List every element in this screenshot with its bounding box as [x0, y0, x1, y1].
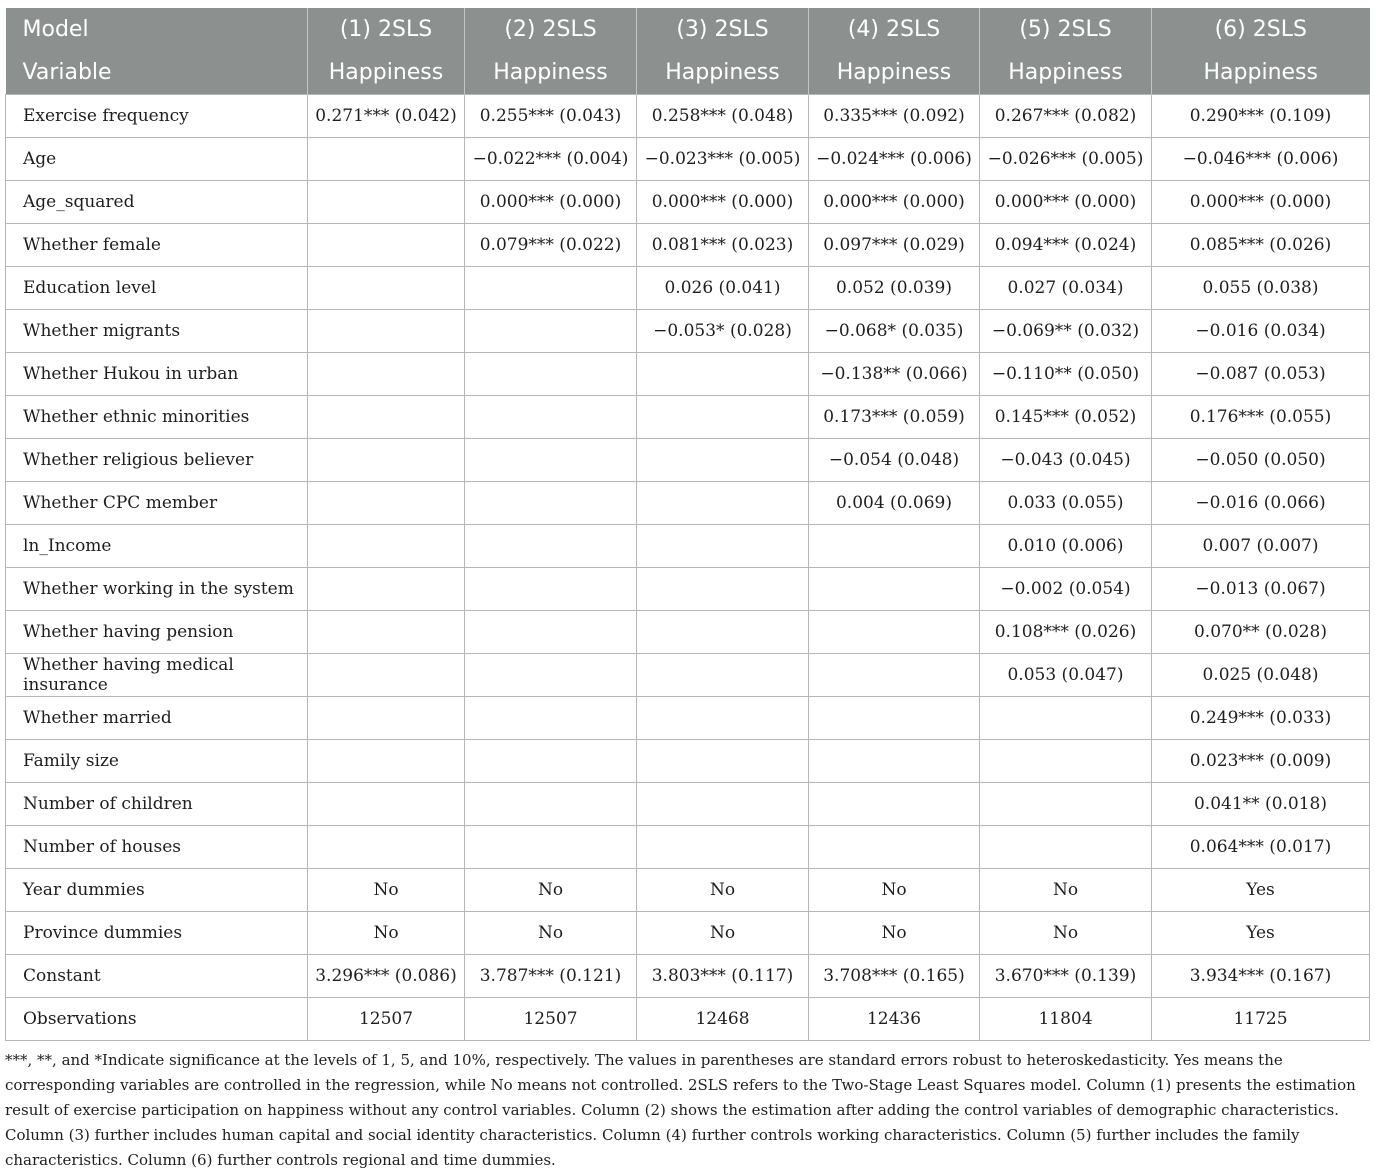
estimate-cell — [465, 697, 637, 740]
estimate-cell: No — [980, 869, 1152, 912]
estimate-cell: 0.085*** (0.026) — [1152, 224, 1370, 267]
estimate-cell: 3.296*** (0.086) — [308, 955, 465, 998]
estimate-cell — [809, 740, 980, 783]
estimate-cell: No — [465, 912, 637, 955]
estimate-cell — [465, 310, 637, 353]
variable-name-cell: Whether married — [6, 697, 308, 740]
estimate-cell — [465, 396, 637, 439]
estimate-cell: −0.022*** (0.004) — [465, 138, 637, 181]
variable-name-cell: Age — [6, 138, 308, 181]
header-cell: Happiness — [637, 51, 809, 95]
regression-table-container — [5, 8, 1369, 1041]
estimate-cell — [308, 611, 465, 654]
estimate-cell — [465, 611, 637, 654]
estimate-cell: Yes — [1152, 869, 1370, 912]
variable-name-cell: Observations — [6, 998, 308, 1041]
variable-name-cell: Number of children — [6, 783, 308, 826]
estimate-cell: No — [980, 912, 1152, 955]
estimate-cell — [637, 783, 809, 826]
estimate-cell — [308, 310, 465, 353]
header-cell: Happiness — [308, 51, 465, 95]
estimate-cell — [308, 697, 465, 740]
table-row — [6, 353, 1370, 396]
estimate-cell: −0.002 (0.054) — [980, 568, 1152, 611]
estimate-cell — [637, 740, 809, 783]
header-cell: Happiness — [465, 51, 637, 95]
estimate-cell — [308, 439, 465, 482]
estimate-cell — [809, 826, 980, 869]
estimate-cell: 0.026 (0.041) — [637, 267, 809, 310]
estimate-cell — [809, 611, 980, 654]
variable-name-cell: Province dummies — [6, 912, 308, 955]
estimate-cell: 0.081*** (0.023) — [637, 224, 809, 267]
table-row — [6, 611, 1370, 654]
variable-name-cell: ln_Income — [6, 525, 308, 568]
estimate-cell — [308, 224, 465, 267]
estimate-cell: 0.271*** (0.042) — [308, 95, 465, 138]
estimate-cell — [980, 826, 1152, 869]
table-body — [6, 95, 1370, 1041]
estimate-cell: No — [465, 869, 637, 912]
estimate-cell: 0.052 (0.039) — [809, 267, 980, 310]
table-header — [6, 8, 1370, 95]
estimate-cell: No — [809, 869, 980, 912]
table-row — [6, 783, 1370, 826]
estimate-cell — [308, 396, 465, 439]
estimate-cell: No — [308, 912, 465, 955]
estimate-cell — [308, 826, 465, 869]
header-cell: Happiness — [809, 51, 980, 95]
table-row — [6, 912, 1370, 955]
table-row — [6, 482, 1370, 525]
estimate-cell: No — [637, 912, 809, 955]
variable-name-cell: Age_squared — [6, 181, 308, 224]
table-row — [6, 224, 1370, 267]
variable-name-cell: Whether CPC member — [6, 482, 308, 525]
variable-name-cell: Whether working in the system — [6, 568, 308, 611]
header-cell: Happiness — [980, 51, 1152, 95]
header-row-model — [6, 8, 1370, 51]
estimate-cell: 12468 — [637, 998, 809, 1041]
estimate-cell: No — [637, 869, 809, 912]
variable-name-cell: Whether Hukou in urban — [6, 353, 308, 396]
estimate-cell: 0.249*** (0.033) — [1152, 697, 1370, 740]
estimate-cell — [465, 740, 637, 783]
variable-name-cell: Exercise frequency — [6, 95, 308, 138]
estimate-cell — [980, 697, 1152, 740]
header-cell: (4) 2SLS — [809, 8, 980, 51]
variable-name-cell: Whether ethnic minorities — [6, 396, 308, 439]
estimate-cell — [637, 826, 809, 869]
variable-name-cell: Education level — [6, 267, 308, 310]
estimate-cell — [465, 525, 637, 568]
table-row — [6, 396, 1370, 439]
estimate-cell — [308, 138, 465, 181]
estimate-cell — [637, 697, 809, 740]
table-row — [6, 740, 1370, 783]
estimate-cell: −0.069** (0.032) — [980, 310, 1152, 353]
estimate-cell: −0.068* (0.035) — [809, 310, 980, 353]
table-row — [6, 869, 1370, 912]
estimate-cell: 0.053 (0.047) — [980, 654, 1152, 697]
estimate-cell — [308, 740, 465, 783]
estimate-cell — [465, 654, 637, 697]
table-row — [6, 267, 1370, 310]
estimate-cell: 0.025 (0.048) — [1152, 654, 1370, 697]
header-cell: (1) 2SLS — [308, 8, 465, 51]
estimate-cell — [308, 783, 465, 826]
table-row — [6, 138, 1370, 181]
estimate-cell: 11725 — [1152, 998, 1370, 1041]
estimate-cell — [308, 353, 465, 396]
variable-name-cell: Whether female — [6, 224, 308, 267]
estimate-cell — [637, 654, 809, 697]
estimate-cell — [465, 783, 637, 826]
estimate-cell — [465, 568, 637, 611]
variable-name-cell: Number of houses — [6, 826, 308, 869]
estimate-cell: 12507 — [465, 998, 637, 1041]
estimate-cell: 0.255*** (0.043) — [465, 95, 637, 138]
header-cell: (5) 2SLS — [980, 8, 1152, 51]
estimate-cell: 0.176*** (0.055) — [1152, 396, 1370, 439]
estimate-cell: −0.050 (0.050) — [1152, 439, 1370, 482]
estimate-cell: −0.053* (0.028) — [637, 310, 809, 353]
estimate-cell — [465, 826, 637, 869]
estimate-cell: 0.064*** (0.017) — [1152, 826, 1370, 869]
estimate-cell: 0.000*** (0.000) — [980, 181, 1152, 224]
header-cell: (2) 2SLS — [465, 8, 637, 51]
estimate-cell: 0.070** (0.028) — [1152, 611, 1370, 654]
estimate-cell: −0.023*** (0.005) — [637, 138, 809, 181]
estimate-cell — [809, 697, 980, 740]
estimate-cell — [308, 525, 465, 568]
estimate-cell: 3.803*** (0.117) — [637, 955, 809, 998]
estimate-cell — [308, 267, 465, 310]
estimate-cell — [637, 525, 809, 568]
estimate-cell: 0.000*** (0.000) — [1152, 181, 1370, 224]
estimate-cell: 0.010 (0.006) — [980, 525, 1152, 568]
estimate-cell: Yes — [1152, 912, 1370, 955]
estimate-cell: 0.000*** (0.000) — [809, 181, 980, 224]
estimate-cell: 0.041** (0.018) — [1152, 783, 1370, 826]
regression-table — [5, 8, 1370, 1041]
estimate-cell: −0.087 (0.053) — [1152, 353, 1370, 396]
estimate-cell — [465, 267, 637, 310]
estimate-cell: No — [308, 869, 465, 912]
header-cell: Model — [6, 8, 308, 51]
estimate-cell — [637, 568, 809, 611]
estimate-cell: No — [809, 912, 980, 955]
estimate-cell: −0.026*** (0.005) — [980, 138, 1152, 181]
variable-name-cell: Whether migrants — [6, 310, 308, 353]
estimate-cell — [637, 396, 809, 439]
estimate-cell — [637, 611, 809, 654]
estimate-cell: 0.007 (0.007) — [1152, 525, 1370, 568]
estimate-cell — [637, 353, 809, 396]
table-row — [6, 95, 1370, 138]
header-cell: Variable — [6, 51, 308, 95]
table-row — [6, 654, 1370, 697]
estimate-cell: −0.024*** (0.006) — [809, 138, 980, 181]
estimate-cell — [637, 482, 809, 525]
estimate-cell: 0.055 (0.038) — [1152, 267, 1370, 310]
table-row — [6, 525, 1370, 568]
table-row — [6, 826, 1370, 869]
estimate-cell — [308, 181, 465, 224]
header-row-variable — [6, 51, 1370, 95]
estimate-cell: 0.079*** (0.022) — [465, 224, 637, 267]
estimate-cell: 12507 — [308, 998, 465, 1041]
estimate-cell: 0.094*** (0.024) — [980, 224, 1152, 267]
table-row — [6, 955, 1370, 998]
estimate-cell — [809, 568, 980, 611]
estimate-cell: 0.290*** (0.109) — [1152, 95, 1370, 138]
table-row — [6, 181, 1370, 224]
estimate-cell — [465, 482, 637, 525]
estimate-cell — [809, 525, 980, 568]
estimate-cell: 0.000*** (0.000) — [465, 181, 637, 224]
estimate-cell: −0.013 (0.067) — [1152, 568, 1370, 611]
estimate-cell — [308, 482, 465, 525]
variable-name-cell: Family size — [6, 740, 308, 783]
estimate-cell: 0.004 (0.069) — [809, 482, 980, 525]
estimate-cell — [809, 783, 980, 826]
estimate-cell: 3.670*** (0.139) — [980, 955, 1152, 998]
estimate-cell: 0.335*** (0.092) — [809, 95, 980, 138]
estimate-cell: 3.934*** (0.167) — [1152, 955, 1370, 998]
header-cell: (6) 2SLS — [1152, 8, 1370, 51]
table-row — [6, 697, 1370, 740]
estimate-cell: 0.033 (0.055) — [980, 482, 1152, 525]
variable-name-cell: Constant — [6, 955, 308, 998]
table-row — [6, 439, 1370, 482]
estimate-cell: −0.016 (0.066) — [1152, 482, 1370, 525]
estimate-cell: −0.054 (0.048) — [809, 439, 980, 482]
estimate-cell: 0.027 (0.034) — [980, 267, 1152, 310]
table-row — [6, 998, 1370, 1041]
variable-name-cell: Year dummies — [6, 869, 308, 912]
estimate-cell: 0.108*** (0.026) — [980, 611, 1152, 654]
table-footnote: ***, **, and *Indicate significance at the levels of 1, 5, and 10%, respectively. The values in parentheses are standard errors robust to heteroskedasticity. Yes means the corresponding variables are controlled in the regression, while No means not controlled. 2SLS refers to the Two-Stage Least Squares model. Column (1) presents the estimation result of exercise participation on happiness without any control variables. Column (2) shows the estimation after adding the control variables of demographic characteristics. Column (3) further includes human capital and social identity characteristics. Column (4) further controls working characteristics. Column (5) further includes the family characteristics. Column (6) further controls regional and time dummies. — [5, 1051, 1356, 1169]
estimate-cell: 0.097*** (0.029) — [809, 224, 980, 267]
estimate-cell: 12436 — [809, 998, 980, 1041]
estimate-cell: 0.023*** (0.009) — [1152, 740, 1370, 783]
header-cell: (3) 2SLS — [637, 8, 809, 51]
estimate-cell: 0.145*** (0.052) — [980, 396, 1152, 439]
table-row — [6, 310, 1370, 353]
variable-name-cell: Whether having medical insurance — [6, 654, 308, 697]
estimate-cell: 3.787*** (0.121) — [465, 955, 637, 998]
estimate-cell — [809, 654, 980, 697]
estimate-cell — [308, 568, 465, 611]
estimate-cell: 0.000*** (0.000) — [637, 181, 809, 224]
estimate-cell: 11804 — [980, 998, 1152, 1041]
estimate-cell — [465, 353, 637, 396]
estimate-cell: −0.043 (0.045) — [980, 439, 1152, 482]
estimate-cell — [980, 783, 1152, 826]
estimate-cell — [308, 654, 465, 697]
table-row — [6, 568, 1370, 611]
estimate-cell — [637, 439, 809, 482]
estimate-cell: −0.110** (0.050) — [980, 353, 1152, 396]
estimate-cell: 3.708*** (0.165) — [809, 955, 980, 998]
estimate-cell — [465, 439, 637, 482]
estimate-cell: −0.016 (0.034) — [1152, 310, 1370, 353]
estimate-cell: 0.258*** (0.048) — [637, 95, 809, 138]
variable-name-cell: Whether religious believer — [6, 439, 308, 482]
header-cell: Happiness — [1152, 51, 1370, 95]
estimate-cell: −0.138** (0.066) — [809, 353, 980, 396]
estimate-cell — [980, 740, 1152, 783]
estimate-cell: 0.173*** (0.059) — [809, 396, 980, 439]
variable-name-cell: Whether having pension — [6, 611, 308, 654]
estimate-cell: 0.267*** (0.082) — [980, 95, 1152, 138]
estimate-cell: −0.046*** (0.006) — [1152, 138, 1370, 181]
